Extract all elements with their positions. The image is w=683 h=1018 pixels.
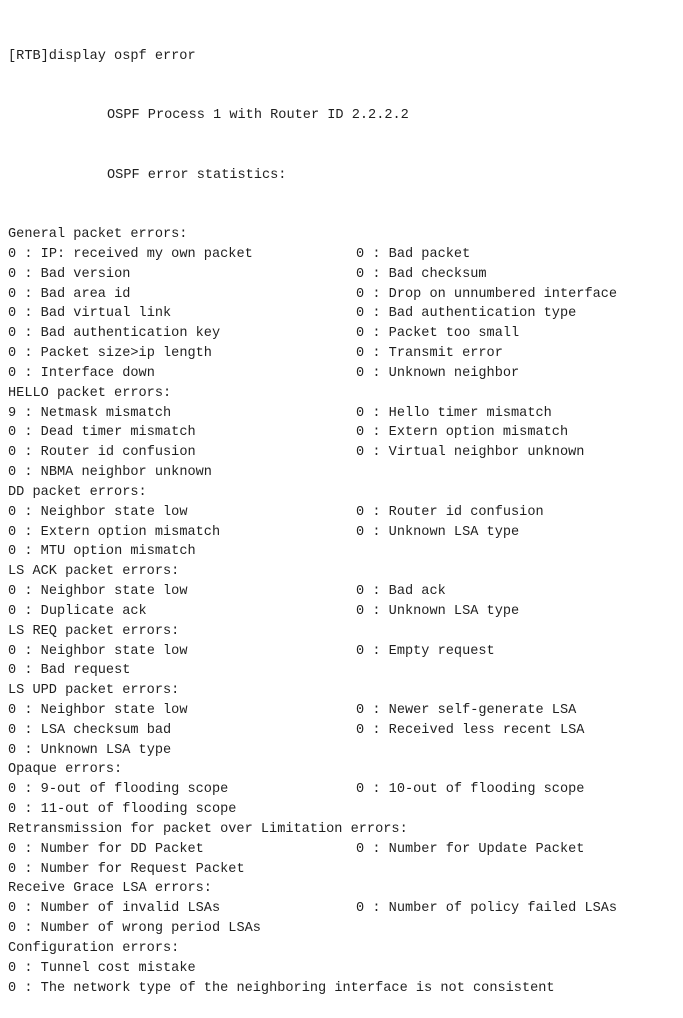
error-entry-left (8, 840, 204, 860)
error-count: 0 (356, 782, 365, 798)
error-entry-right (356, 245, 470, 265)
error-description: Neighbor state low (40, 584, 188, 600)
error-entry-right (356, 899, 617, 919)
error-entry-left (8, 701, 188, 721)
error-entry-left (8, 304, 171, 324)
error-count: 0 (356, 901, 365, 917)
error-description: Bad packet (388, 246, 471, 262)
error-row (8, 721, 678, 741)
error-count: 0 (8, 326, 17, 342)
count-separator: : (16, 861, 41, 877)
count-separator: : (16, 663, 41, 679)
count-separator: : (364, 643, 389, 659)
section-header: HELLO packet errors: (8, 385, 172, 401)
error-entry-left (8, 899, 220, 919)
error-row (8, 840, 678, 860)
error-entry-right (356, 443, 584, 463)
error-count: 0 (356, 504, 365, 520)
error-count: 0 (356, 643, 365, 659)
error-count: 0 (356, 524, 365, 540)
error-entry-left (8, 959, 196, 979)
error-entry-right (356, 582, 446, 602)
error-row (8, 443, 678, 463)
error-count: 0 (8, 861, 17, 877)
error-count: 0 (8, 346, 17, 362)
section-header: Configuration errors: (8, 940, 180, 956)
error-description: Bad authentication key (40, 326, 221, 342)
error-row (8, 245, 678, 265)
error-entry-left (8, 602, 147, 622)
error-count: 0 (356, 266, 365, 282)
error-row (8, 542, 678, 562)
error-description: Bad virtual link (40, 306, 172, 322)
count-separator: : (16, 465, 41, 481)
error-count: 0 (356, 286, 365, 302)
error-description: Bad area id (40, 286, 131, 302)
error-count: 0 (356, 584, 365, 600)
section-header: Receive Grace LSA errors: (8, 881, 212, 897)
error-description: Newer self-generate LSA (388, 702, 577, 718)
error-entry-left (8, 523, 220, 543)
count-separator: : (16, 286, 41, 302)
error-description: Virtual neighbor unknown (388, 445, 585, 461)
count-separator: : (364, 782, 389, 798)
error-row (8, 642, 678, 662)
error-entry-right (356, 602, 519, 622)
count-separator: : (364, 524, 389, 540)
error-count: 0 (8, 365, 17, 381)
error-description: Extern option mismatch (40, 524, 221, 540)
count-separator: : (364, 504, 389, 520)
section-header: General packet errors: (8, 227, 188, 243)
error-row (8, 582, 678, 602)
error-entry-right (356, 404, 552, 424)
error-description: Neighbor state low (40, 504, 188, 520)
count-separator: : (16, 841, 41, 857)
error-count: 0 (356, 246, 365, 262)
error-count: 0 (356, 722, 365, 738)
error-entry-left (8, 404, 171, 424)
error-description: Number for Request Packet (40, 861, 245, 877)
count-separator: : (364, 246, 389, 262)
error-entry-left (8, 721, 171, 741)
error-entry-left (8, 642, 188, 662)
count-separator: : (16, 425, 41, 441)
section-header: LS ACK packet errors: (8, 564, 180, 580)
count-separator: : (364, 425, 389, 441)
error-entry-left (8, 344, 212, 364)
error-row (8, 304, 678, 324)
error-description: Number of policy failed LSAs (388, 901, 618, 917)
error-count: 0 (8, 306, 17, 322)
error-row (8, 800, 678, 820)
error-description: IP: received my own packet (40, 246, 253, 262)
count-separator: : (16, 445, 41, 461)
error-count: 0 (8, 643, 17, 659)
error-row (8, 860, 678, 880)
error-description: Transmit error (388, 346, 503, 362)
error-entry-left (8, 463, 212, 483)
count-separator: : (364, 445, 389, 461)
error-description: Unknown neighbor (388, 365, 520, 381)
error-entry-left (8, 800, 236, 820)
error-description: MTU option mismatch (40, 544, 196, 560)
section-header: LS REQ packet errors: (8, 623, 180, 639)
error-row (8, 324, 678, 344)
section-header: LS UPD packet errors: (8, 683, 180, 699)
error-entry-left (8, 443, 196, 463)
error-count: 0 (356, 306, 365, 322)
error-entry-left (8, 919, 261, 939)
error-row (8, 780, 678, 800)
error-description: Neighbor state low (40, 702, 188, 718)
error-count: 0 (356, 326, 365, 342)
error-count: 0 (8, 465, 17, 481)
count-separator: : (16, 306, 41, 322)
section-header: Opaque errors: (8, 762, 123, 778)
count-separator: : (16, 960, 41, 976)
error-description: Router id confusion (388, 504, 544, 520)
count-separator: : (16, 326, 41, 342)
count-separator: : (16, 346, 41, 362)
error-count: 0 (356, 346, 365, 362)
error-row (8, 265, 678, 285)
count-separator: : (16, 901, 41, 917)
error-row (8, 741, 678, 761)
error-count: 0 (8, 742, 17, 758)
stats-title: OSPF error statistics: (107, 167, 287, 183)
error-description: The network type of the neighboring interface is not consistent (40, 980, 555, 996)
count-separator: : (16, 702, 41, 718)
error-entry-left (8, 503, 188, 523)
error-row (8, 919, 678, 939)
error-entry-left (8, 324, 220, 344)
error-entry-left (8, 780, 228, 800)
error-description: Number for DD Packet (40, 841, 204, 857)
count-separator: : (364, 266, 389, 282)
error-count: 0 (8, 901, 17, 917)
error-row (8, 463, 678, 483)
error-count: 0 (8, 921, 17, 937)
error-description: 9-out of flooding scope (40, 782, 229, 798)
error-row (8, 364, 678, 384)
error-sections (8, 225, 678, 998)
count-separator: : (16, 603, 41, 619)
error-description: Bad authentication type (388, 306, 577, 322)
error-entry-right (356, 423, 568, 443)
error-count: 0 (8, 841, 17, 857)
count-separator: : (16, 722, 41, 738)
error-description: Bad checksum (388, 266, 487, 282)
count-separator: : (16, 980, 41, 996)
error-entry-left (8, 542, 196, 562)
error-count: 0 (8, 980, 17, 996)
error-row (8, 979, 678, 999)
error-count: 0 (8, 504, 17, 520)
error-entry-right (356, 523, 519, 543)
count-separator: : (16, 643, 41, 659)
error-description: Unknown LSA type (388, 603, 520, 619)
error-entry-right (356, 344, 503, 364)
count-separator: : (16, 504, 41, 520)
error-count: 0 (8, 544, 17, 560)
count-separator: : (364, 405, 389, 421)
error-count: 0 (8, 802, 17, 818)
error-row (8, 503, 678, 523)
error-count: 0 (8, 702, 17, 718)
error-entry-right (356, 642, 495, 662)
error-description: Dead timer mismatch (40, 425, 196, 441)
error-entry-left (8, 285, 130, 305)
error-count: 0 (356, 365, 365, 381)
error-description: Empty request (388, 643, 495, 659)
error-entry-right (356, 840, 584, 860)
count-separator: : (364, 702, 389, 718)
error-row (8, 523, 678, 543)
error-count: 0 (8, 266, 17, 282)
count-separator: : (364, 603, 389, 619)
count-separator: : (364, 286, 389, 302)
error-count: 0 (356, 841, 365, 857)
error-description: Number of invalid LSAs (40, 901, 221, 917)
error-count: 9 (8, 405, 17, 421)
error-count: 0 (356, 425, 365, 441)
count-separator: : (364, 722, 389, 738)
count-separator: : (16, 266, 41, 282)
count-separator: : (364, 901, 389, 917)
error-count: 0 (356, 445, 365, 461)
error-count: 0 (356, 603, 365, 619)
error-count: 0 (8, 584, 17, 600)
terminal-output (8, 7, 678, 1018)
section-header: DD packet errors: (8, 484, 147, 500)
error-description: NBMA neighbor unknown (40, 465, 212, 481)
error-entry-right (356, 304, 576, 324)
error-entry-right (356, 701, 576, 721)
count-separator: : (16, 802, 41, 818)
error-count: 0 (8, 722, 17, 738)
error-count: 0 (8, 246, 17, 262)
error-count: 0 (356, 405, 365, 421)
error-description: Interface down (40, 365, 155, 381)
error-row (8, 285, 678, 305)
command-line: [RTB]display ospf error (8, 48, 196, 64)
error-row (8, 701, 678, 721)
error-description: Received less recent LSA (388, 722, 585, 738)
error-row (8, 959, 678, 979)
error-entry-right (356, 364, 519, 384)
error-description: Packet too small (388, 326, 520, 342)
error-row (8, 423, 678, 443)
error-count: 0 (8, 663, 17, 679)
error-count: 0 (8, 445, 17, 461)
error-description: Number of wrong period LSAs (40, 921, 261, 937)
error-description: Hello timer mismatch (388, 405, 552, 421)
error-entry-right (356, 285, 617, 305)
count-separator: : (16, 742, 41, 758)
error-entry-right (356, 265, 487, 285)
error-row (8, 404, 678, 424)
count-separator: : (364, 306, 389, 322)
error-entry-left (8, 741, 171, 761)
error-row (8, 344, 678, 364)
section-header: Retransmission for packet over Limitation errors: (8, 821, 408, 837)
error-description: Extern option mismatch (388, 425, 569, 441)
error-entry-left (8, 364, 155, 384)
error-description: Duplicate ack (40, 603, 147, 619)
error-row (8, 899, 678, 919)
error-description: Router id confusion (40, 445, 196, 461)
error-description: Number for Update Packet (388, 841, 585, 857)
error-entry-right (356, 780, 584, 800)
process-line: OSPF Process 1 with Router ID 2.2.2.2 (107, 108, 409, 124)
error-count: 0 (8, 286, 17, 302)
error-entry-left (8, 245, 253, 265)
error-entry-left (8, 265, 130, 285)
error-description: Bad request (40, 663, 131, 679)
error-entry-right (356, 721, 584, 741)
error-count: 0 (8, 524, 17, 540)
count-separator: : (16, 246, 41, 262)
error-row (8, 602, 678, 622)
error-entry-left (8, 582, 188, 602)
count-separator: : (16, 584, 41, 600)
error-description: Unknown LSA type (40, 742, 172, 758)
error-row (8, 661, 678, 681)
count-separator: : (16, 524, 41, 540)
error-description: Drop on unnumbered interface (388, 286, 618, 302)
count-separator: : (16, 782, 41, 798)
error-description: Tunnel cost mistake (40, 960, 196, 976)
count-separator: : (364, 841, 389, 857)
error-entry-left (8, 979, 555, 999)
error-description: Bad version (40, 266, 131, 282)
count-separator: : (16, 921, 41, 937)
error-description: LSA checksum bad (40, 722, 172, 738)
count-separator: : (16, 544, 41, 560)
error-count: 0 (8, 425, 17, 441)
count-separator: : (16, 405, 41, 421)
error-description: Packet size>ip length (40, 346, 212, 362)
error-entry-right (356, 503, 544, 523)
error-entry-left (8, 860, 245, 880)
error-entry-left (8, 661, 130, 681)
count-separator: : (16, 365, 41, 381)
error-description: 11-out of flooding scope (40, 802, 237, 818)
error-count: 0 (8, 960, 17, 976)
error-description: Netmask mismatch (40, 405, 172, 421)
count-separator: : (364, 365, 389, 381)
error-description: Neighbor state low (40, 643, 188, 659)
error-description: Unknown LSA type (388, 524, 520, 540)
error-entry-left (8, 423, 196, 443)
count-separator: : (364, 584, 389, 600)
error-description: 10-out of flooding scope (388, 782, 585, 798)
error-count: 0 (356, 702, 365, 718)
count-separator: : (364, 326, 389, 342)
error-entry-right (356, 324, 519, 344)
error-count: 0 (8, 603, 17, 619)
error-count: 0 (8, 782, 17, 798)
error-description: Bad ack (388, 584, 446, 600)
count-separator: : (364, 346, 389, 362)
